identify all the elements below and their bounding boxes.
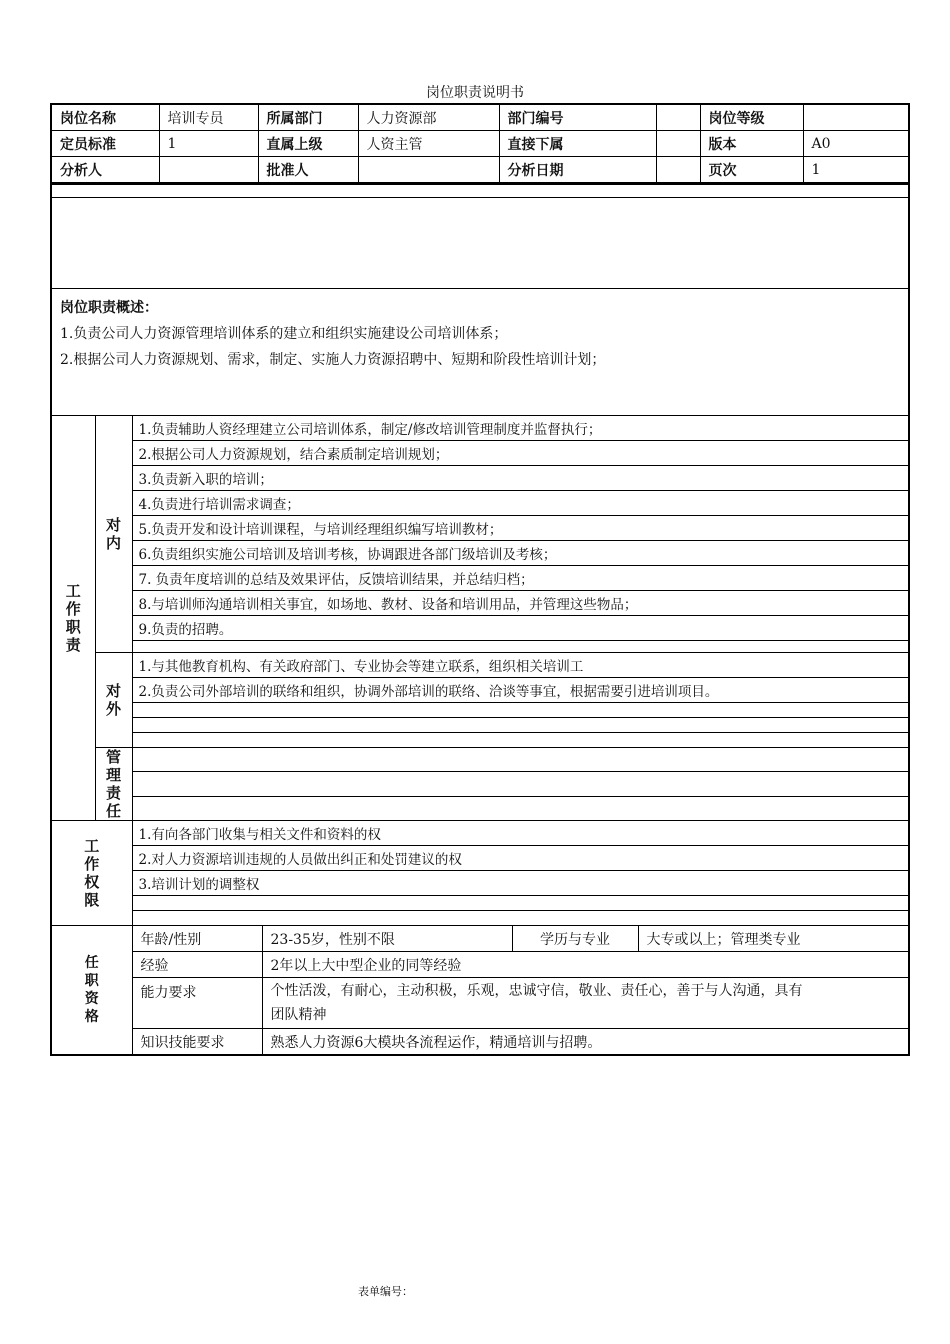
value-approver xyxy=(358,157,499,184)
ability-value: 个性活泼，有耐心，主动积极，乐观，忠诚守信，敬业、责任心，善于与人沟通，具有团队精神 xyxy=(262,978,909,1029)
label-grade: 岗位等级 xyxy=(700,104,803,131)
value-analysis-date xyxy=(656,157,700,184)
value-subordinates xyxy=(656,131,700,157)
label-supervisor: 直属上级 xyxy=(258,131,358,157)
value-page: 1 xyxy=(803,157,909,184)
value-position-name: 培训专员 xyxy=(159,104,258,131)
label-position-name: 岗位名称 xyxy=(51,104,159,131)
age-label: 年龄/性别 xyxy=(132,926,262,952)
internal-duty: 5.负责开发和设计培训课程，与培训经理组织编写培训教材； xyxy=(132,516,909,541)
label-analyst: 分析人 xyxy=(51,157,159,184)
summary-line: 2.根据公司人力资源规划、需求，制定、实施人力资源招聘中、短期和阶段性培训计划； xyxy=(60,352,606,368)
value-headcount: 1 xyxy=(159,131,258,157)
empty-row xyxy=(132,718,909,733)
external-label: 对外 xyxy=(95,653,132,748)
label-version: 版本 xyxy=(700,131,803,157)
summary-heading: 岗位职责概述： xyxy=(60,300,158,316)
value-department: 人力资源部 xyxy=(358,104,499,131)
education-label: 学历与专业 xyxy=(512,926,638,952)
value-grade xyxy=(803,104,909,131)
authority-item: 1.有向各部门收集与相关文件和资料的权 xyxy=(132,821,909,846)
empty-row xyxy=(132,641,909,653)
duties-label: 工作职责 xyxy=(51,416,95,821)
internal-duty: 7. 负责年度培训的总结及效果评估，反馈培训结果，并总结归档； xyxy=(132,566,909,591)
authority-item: 3.培训计划的调整权 xyxy=(132,871,909,896)
qualifications-label: 任职资格 xyxy=(51,926,132,1056)
internal-duty: 1.负责辅助人资经理建立公司培训体系，制定/修改培训管理制度并监督执行； xyxy=(132,416,909,441)
blank-area xyxy=(51,198,909,289)
experience-label: 经验 xyxy=(132,952,262,978)
skill-label: 知识技能要求 xyxy=(132,1029,262,1056)
label-subordinates: 直接下属 xyxy=(499,131,656,157)
label-department: 所属部门 xyxy=(258,104,358,131)
label-page: 页次 xyxy=(700,157,803,184)
empty-row xyxy=(132,733,909,748)
empty-row xyxy=(132,703,909,718)
document-title: 岗位职责说明书 xyxy=(426,85,524,101)
summary-line: 1.负责公司人力资源管理培训体系的建立和组织实施建设公司培训体系； xyxy=(60,326,508,342)
internal-duty: 8.与培训师沟通培训相关事宜，如场地、教材、设备和培训用品，并管理这些物品； xyxy=(132,591,909,616)
form-number-label: 表单编号： xyxy=(358,1285,413,1298)
authority-label: 工作权限 xyxy=(51,821,132,926)
external-duty: 2.负责公司外部培训的联络和组织，协调外部培训的联络、洽谈等事宜，根据需要引进培训项目。 xyxy=(132,678,909,703)
management-label: 管理责任 xyxy=(95,748,132,821)
empty-row xyxy=(132,896,909,911)
header-row-1 xyxy=(51,104,909,131)
value-version: A0 xyxy=(803,131,909,157)
skill-value: 熟悉人力资源6大模块各流程运作，精通培训与招聘。 xyxy=(262,1029,909,1056)
header-table xyxy=(50,103,910,184)
internal-duty: 9.负责的招聘。 xyxy=(132,616,909,641)
internal-duty: 4.负责进行培训需求调查； xyxy=(132,491,909,516)
external-duty: 1.与其他教育机构、有关政府部门、专业协会等建立联系，组织相关培训工 xyxy=(132,653,909,678)
empty-row xyxy=(132,796,909,820)
empty-row xyxy=(132,748,909,772)
summary-cell xyxy=(51,289,909,416)
authority-item: 2.对人力资源培训违规的人员做出纠正和处罚建议的权 xyxy=(132,846,909,871)
internal-duty: 2.根据公司人力资源规划，结合素质制定培训规划； xyxy=(132,441,909,466)
value-analyst xyxy=(159,157,258,184)
internal-label: 对内 xyxy=(95,416,132,653)
internal-duty: 3.负责新入职的培训； xyxy=(132,466,909,491)
value-supervisor: 人资主管 xyxy=(358,131,499,157)
duty-table xyxy=(50,183,910,1056)
empty-row xyxy=(132,772,909,796)
value-dept-code xyxy=(656,104,700,131)
label-approver: 批准人 xyxy=(258,157,358,184)
header-row-2 xyxy=(51,131,909,157)
empty-row xyxy=(132,911,909,926)
spacer-row xyxy=(51,184,909,198)
education-value: 大专或以上；管理类专业 xyxy=(638,926,909,952)
internal-duty: 6.负责组织实施公司培训及培训考核，协调跟进各部门级培训及考核； xyxy=(132,541,909,566)
header-row-3 xyxy=(51,157,909,184)
label-dept-code: 部门编号 xyxy=(499,104,656,131)
age-value: 23-35岁，性别不限 xyxy=(262,926,512,952)
label-analysis-date: 分析日期 xyxy=(499,157,656,184)
ability-label: 能力要求 xyxy=(132,978,262,1029)
label-headcount: 定员标准 xyxy=(51,131,159,157)
experience-value: 2年以上大中型企业的同等经验 xyxy=(262,952,909,978)
